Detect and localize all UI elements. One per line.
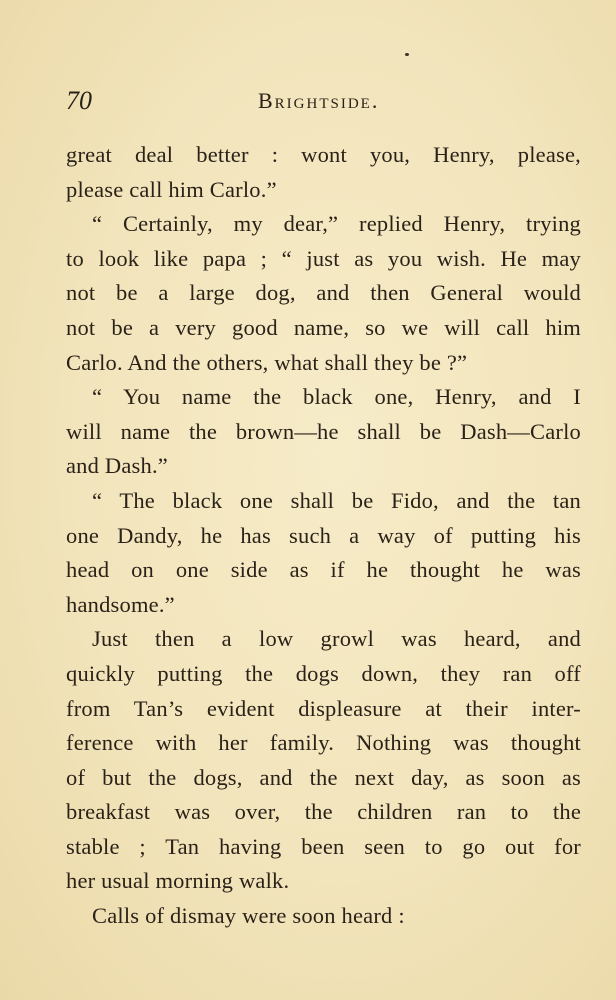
text-line: not be a very good name, so we will call him xyxy=(66,314,581,340)
text-line: please call him Carlo.” xyxy=(66,176,277,202)
text-line: great deal better : wont you, Henry, please, xyxy=(66,142,581,167)
text-line: “ Certainly, my dear,” replied Henry, trying xyxy=(92,211,581,237)
page-number: 70 xyxy=(66,86,92,115)
text-line: head on one side as if he thought he was xyxy=(66,557,581,583)
text-line: her usual morning walk. xyxy=(66,868,290,894)
text-line: and Dash.” xyxy=(66,453,168,479)
text-line: to look like papa ; “ just as you wish. He may xyxy=(66,245,581,271)
text-line: Calls of dismay were soon heard : xyxy=(92,903,405,929)
text-line: “ The black one shall be Fido, and the tan xyxy=(92,487,581,513)
text-line: of but the dogs, and the next day, as soon as xyxy=(66,764,581,790)
text-line: Carlo. And the others, what shall they be ?” xyxy=(66,349,468,375)
running-head: Brightside. xyxy=(258,88,380,113)
text-line: “ You name the black one, Henry, and I xyxy=(92,384,581,410)
text-line: will name the brown—he shall be Dash—Carlo xyxy=(66,418,581,444)
text-line: one Dandy, he has such a way of putting his xyxy=(66,522,581,548)
text-line: quickly putting the dogs down, they ran off xyxy=(66,660,581,686)
text-line: Just then a low growl was heard, and xyxy=(92,626,581,652)
page-header xyxy=(66,86,586,118)
body-text xyxy=(66,138,581,934)
text-line: stable ; Tan having been seen to go out for xyxy=(66,833,581,859)
text-line: not be a large dog, and then General would xyxy=(66,280,581,306)
text-line: from Tan’s evident displeasure at their inter- xyxy=(66,695,581,721)
text-line: handsome.” xyxy=(66,591,175,617)
ink-speck xyxy=(405,53,409,56)
text-line: ference with her family. Nothing was thought xyxy=(66,730,581,756)
text-line: breakfast was over, the children ran to the xyxy=(66,799,581,825)
